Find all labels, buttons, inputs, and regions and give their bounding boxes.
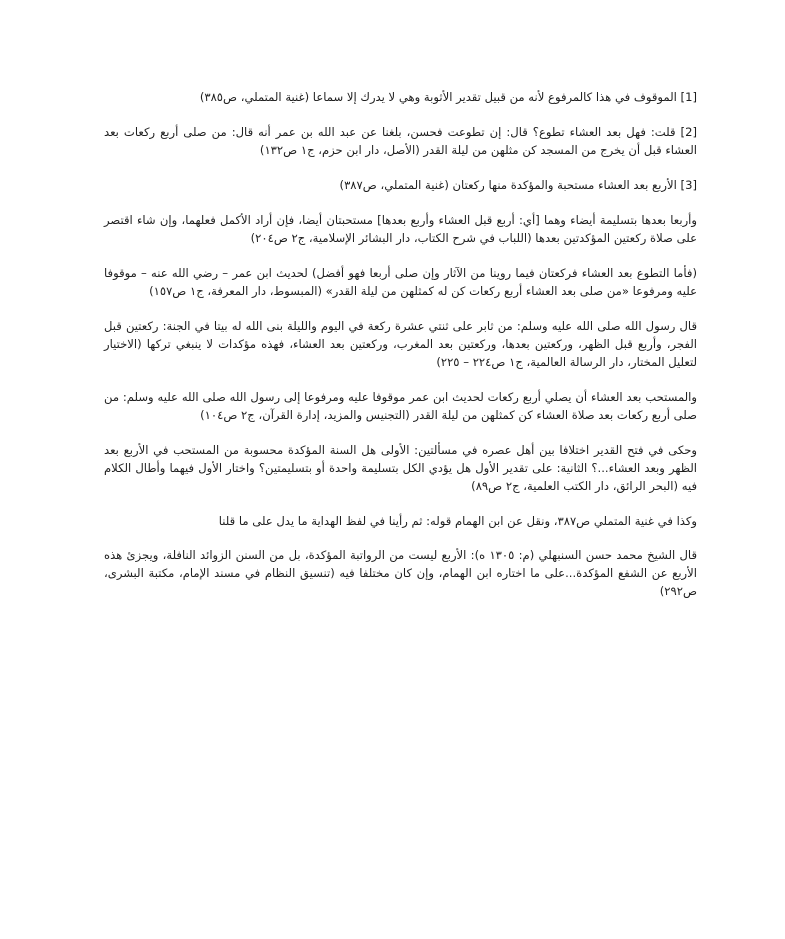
- quote-ghunya: وكذا في غنية المتملي ص٣٨٧، ونقل عن ابن الهمام قوله: ثم رأينا في لفظ الهداية ما يدل على ما قلنا: [218, 514, 697, 528]
- quote-mabsut: (فأما التطوع بعد العشاء فركعتان فيما روينا من الآثار وإن صلى أربعا فهو أفضل) لحديث ابن عمر – رضي الله عنه – موقوفا عليه ومرفوعا «من صلى بعد العشاء أربع ركعات كن له كمثلهن من ليلة القدر» (المبسوط، دار المعرفة، ج١ ص١٥٧): [104, 266, 697, 298]
- quote-tansiq: قال الشيخ محمد حسن السنبهلي (م: ١٣٠٥ ه): الأربع ليست من الرواتبة المؤكدة، بل من السنن الزوائد النافلة، ويجزئ هذه الأربع عن الشفع المؤكدة...على ما اختاره ابن الهمام، وإن كان مختلفا فيه (تنسيق النظام في مسند الإمام، مكتبة البشرى، ص٢٩٢): [104, 548, 697, 598]
- document-body: [104, 88, 697, 600]
- footnote-3: [3] الأربع بعد العشاء مستحبة والمؤكدة منها ركعتان (غنية المتملي، ص٣٨٧): [339, 178, 697, 192]
- quote-ikhtiyar: قال رسول الله صلى الله عليه وسلم: من ثابر على ثنتي عشرة ركعة في اليوم والليلة بنى الله له بيتا في الجنة: ركعتين قبل الفجر، وأربع قبل الظهر، وركعتين بعدها، وركعتين بعد المغرب، وركعتين بعد العشاء، فهذه مؤكدات لا ينبغي تركها (الاختيار لتعليل المختار، دار الرسالة العالمية، ج١ ص٢٢٤ – ٢٢٥): [104, 319, 697, 369]
- quote-bahr: وحكى في فتح القدير اختلافا بين أهل عصره في مسألتين: الأولى هل السنة المؤكدة محسوبة من المستحب في الأربع بعد الظهر وبعد العشاء...؟ الثانية: على تقدير الأول هل يؤدي الكل بتسليمة واحدة أو بتسليمتين؟ واختار الأول فيهما وأطال الكلام فيه (البحر الرائق، دار الكتب العلمية، ج٢ ص٨٩): [104, 443, 697, 493]
- footnote-1: [1] الموقوف في هذا كالمرفوع لأنه من قبيل تقدير الأثوبة وهي لا يدرك إلا سماعا (غنية المتملي، ص٣٨٥): [199, 90, 697, 104]
- footnote-2: [2] قلت: فهل بعد العشاء تطوع؟ قال: إن تطوعت فحسن، بلغنا عن عبد الله بن عمر أنه قال: من صلى أربع ركعات بعد العشاء قبل أن يخرج من المسجد كن مثلهن من ليلة القدر (الأصل، دار ابن حزم، ج١ ص١٣٢): [104, 125, 697, 157]
- quote-lubab: وأربعا بعدها بتسليمة أيضاء وهما [أي: أربع قبل العشاء وأربع بعدها] مستحبتان أيضا، فإن أراد الأكمل فعلهما، وإن شاء اقتصر على صلاة ركعتين المؤكدتين بعدها (اللباب في شرح الكتاب، دار البشائر الإسلامية، ج٢ ص٢٠٤): [104, 213, 697, 245]
- quote-tajnis: والمستحب بعد العشاء أن يصلي أربع ركعات لحديث ابن عمر موقوفا عليه ومرفوعا إلى رسول الله صلى الله عليه وسلم: من صلى أربع ركعات بعد صلاة العشاء كن كمثلهن من ليلة القدر (التجنيس والمزيد، إدارة القرآن، ج٢ ص١٠٤): [104, 390, 697, 422]
